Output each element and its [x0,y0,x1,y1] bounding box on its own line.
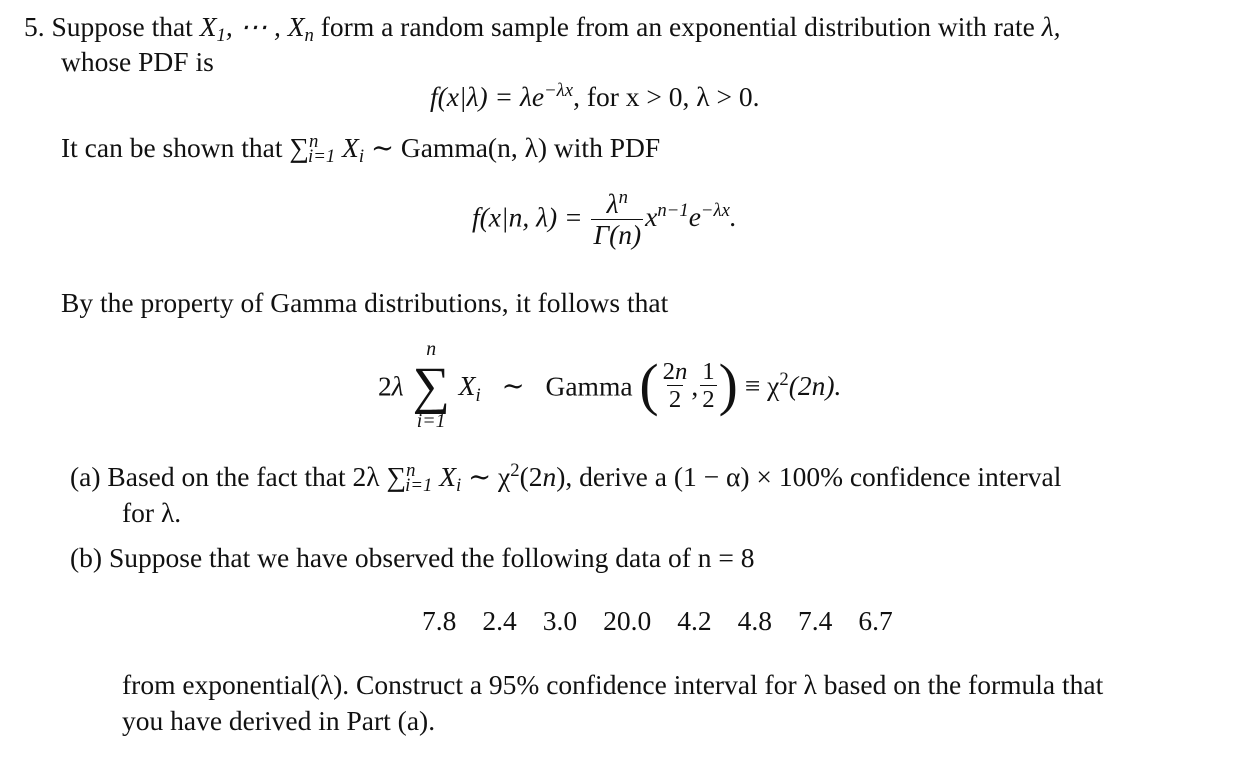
part-b-line-3: you have derived in Part (a). [122,705,436,736]
lambda-symbol: λ, [1041,11,1061,42]
shown-text-post: Gamma(n, λ) with PDF [400,132,661,163]
data-row [422,604,919,637]
exp-pdf-formula [430,80,759,113]
part-b-line-2: from exponential(λ). Construct a 95% confidence interval for λ based on the formula that [122,669,1104,700]
intro-text-pre: Suppose that [51,11,193,42]
data-value: 7.8 [422,605,457,636]
data-value: 20.0 [603,605,652,636]
data-value: 2.4 [482,605,517,636]
shown-text-pre: It can be shown that [61,132,283,163]
part-b-label: (b) [70,542,103,573]
intro-text-post: form a random sample from an exponential distribution with rate [320,11,1035,42]
gamma-pdf-lhs: f(x|n, λ) = [472,201,583,233]
problem-number: 5. [24,11,45,42]
data-value: 4.8 [737,605,772,636]
gamma-fraction: $\frac{\lambda^n}{\Gamma(n)}$ [593,186,642,250]
data-value: 7.4 [798,605,833,636]
shown-line [61,130,661,168]
gamma-word: Gamma [545,370,633,402]
part-a-line-2: for λ. [122,497,182,528]
part-b-text: Suppose that we have observed the following data of n = 8 [108,542,755,573]
inline-sum: ∑$^n_{i=1}$ $X_i$ ∼ [289,130,394,168]
problem-line-1 [24,10,1061,47]
gamma-pdf-tail: $x^{n-1}e^{-\lambda x}$. [645,200,737,233]
data-value: 3.0 [542,605,578,636]
data-value: 4.2 [677,605,712,636]
part-a-text-post: derive a (1 − α) × 100% confidence interval [579,461,1062,492]
part-a-label: (a) [70,461,101,492]
part-a-text-pre: Based on the fact that 2λ [107,461,380,492]
gamma-pdf-formula [472,186,737,250]
part-a-line-1: (a) Based on the fact that 2λ ∑$^n_{i=1}$ $X_i$ ∼ $\chi^2(2n)$, derive a (1 − α) × 100% confidence interval [70,459,1062,497]
exp-pdf-conditions: , for x > 0, λ > 0. [573,81,760,112]
sum-gamma-formula: 2λ n ∑ i=1 $X_i$ ∼ Gamma ( $\frac{2n}{2}$ , $\frac{1}{2}$ ) ≡ $\chi^2(2n)$. [378,338,842,433]
exp-pdf-exponent: −λx [544,79,574,101]
sample-vars: $X_1$, ⋯ , $X_n$ [199,11,314,47]
property-line: By the property of Gamma distributions, it follows that [61,287,669,318]
data-value: 6.7 [858,605,893,636]
exp-pdf-lhs: f(x|λ) = λe [430,81,545,112]
intro-line-2: whose PDF is [61,46,214,77]
part-b-line-1 [70,541,755,574]
chi-equiv: ≡ χ [744,370,780,402]
sum-symbol: n ∑ i=1 [412,338,450,433]
